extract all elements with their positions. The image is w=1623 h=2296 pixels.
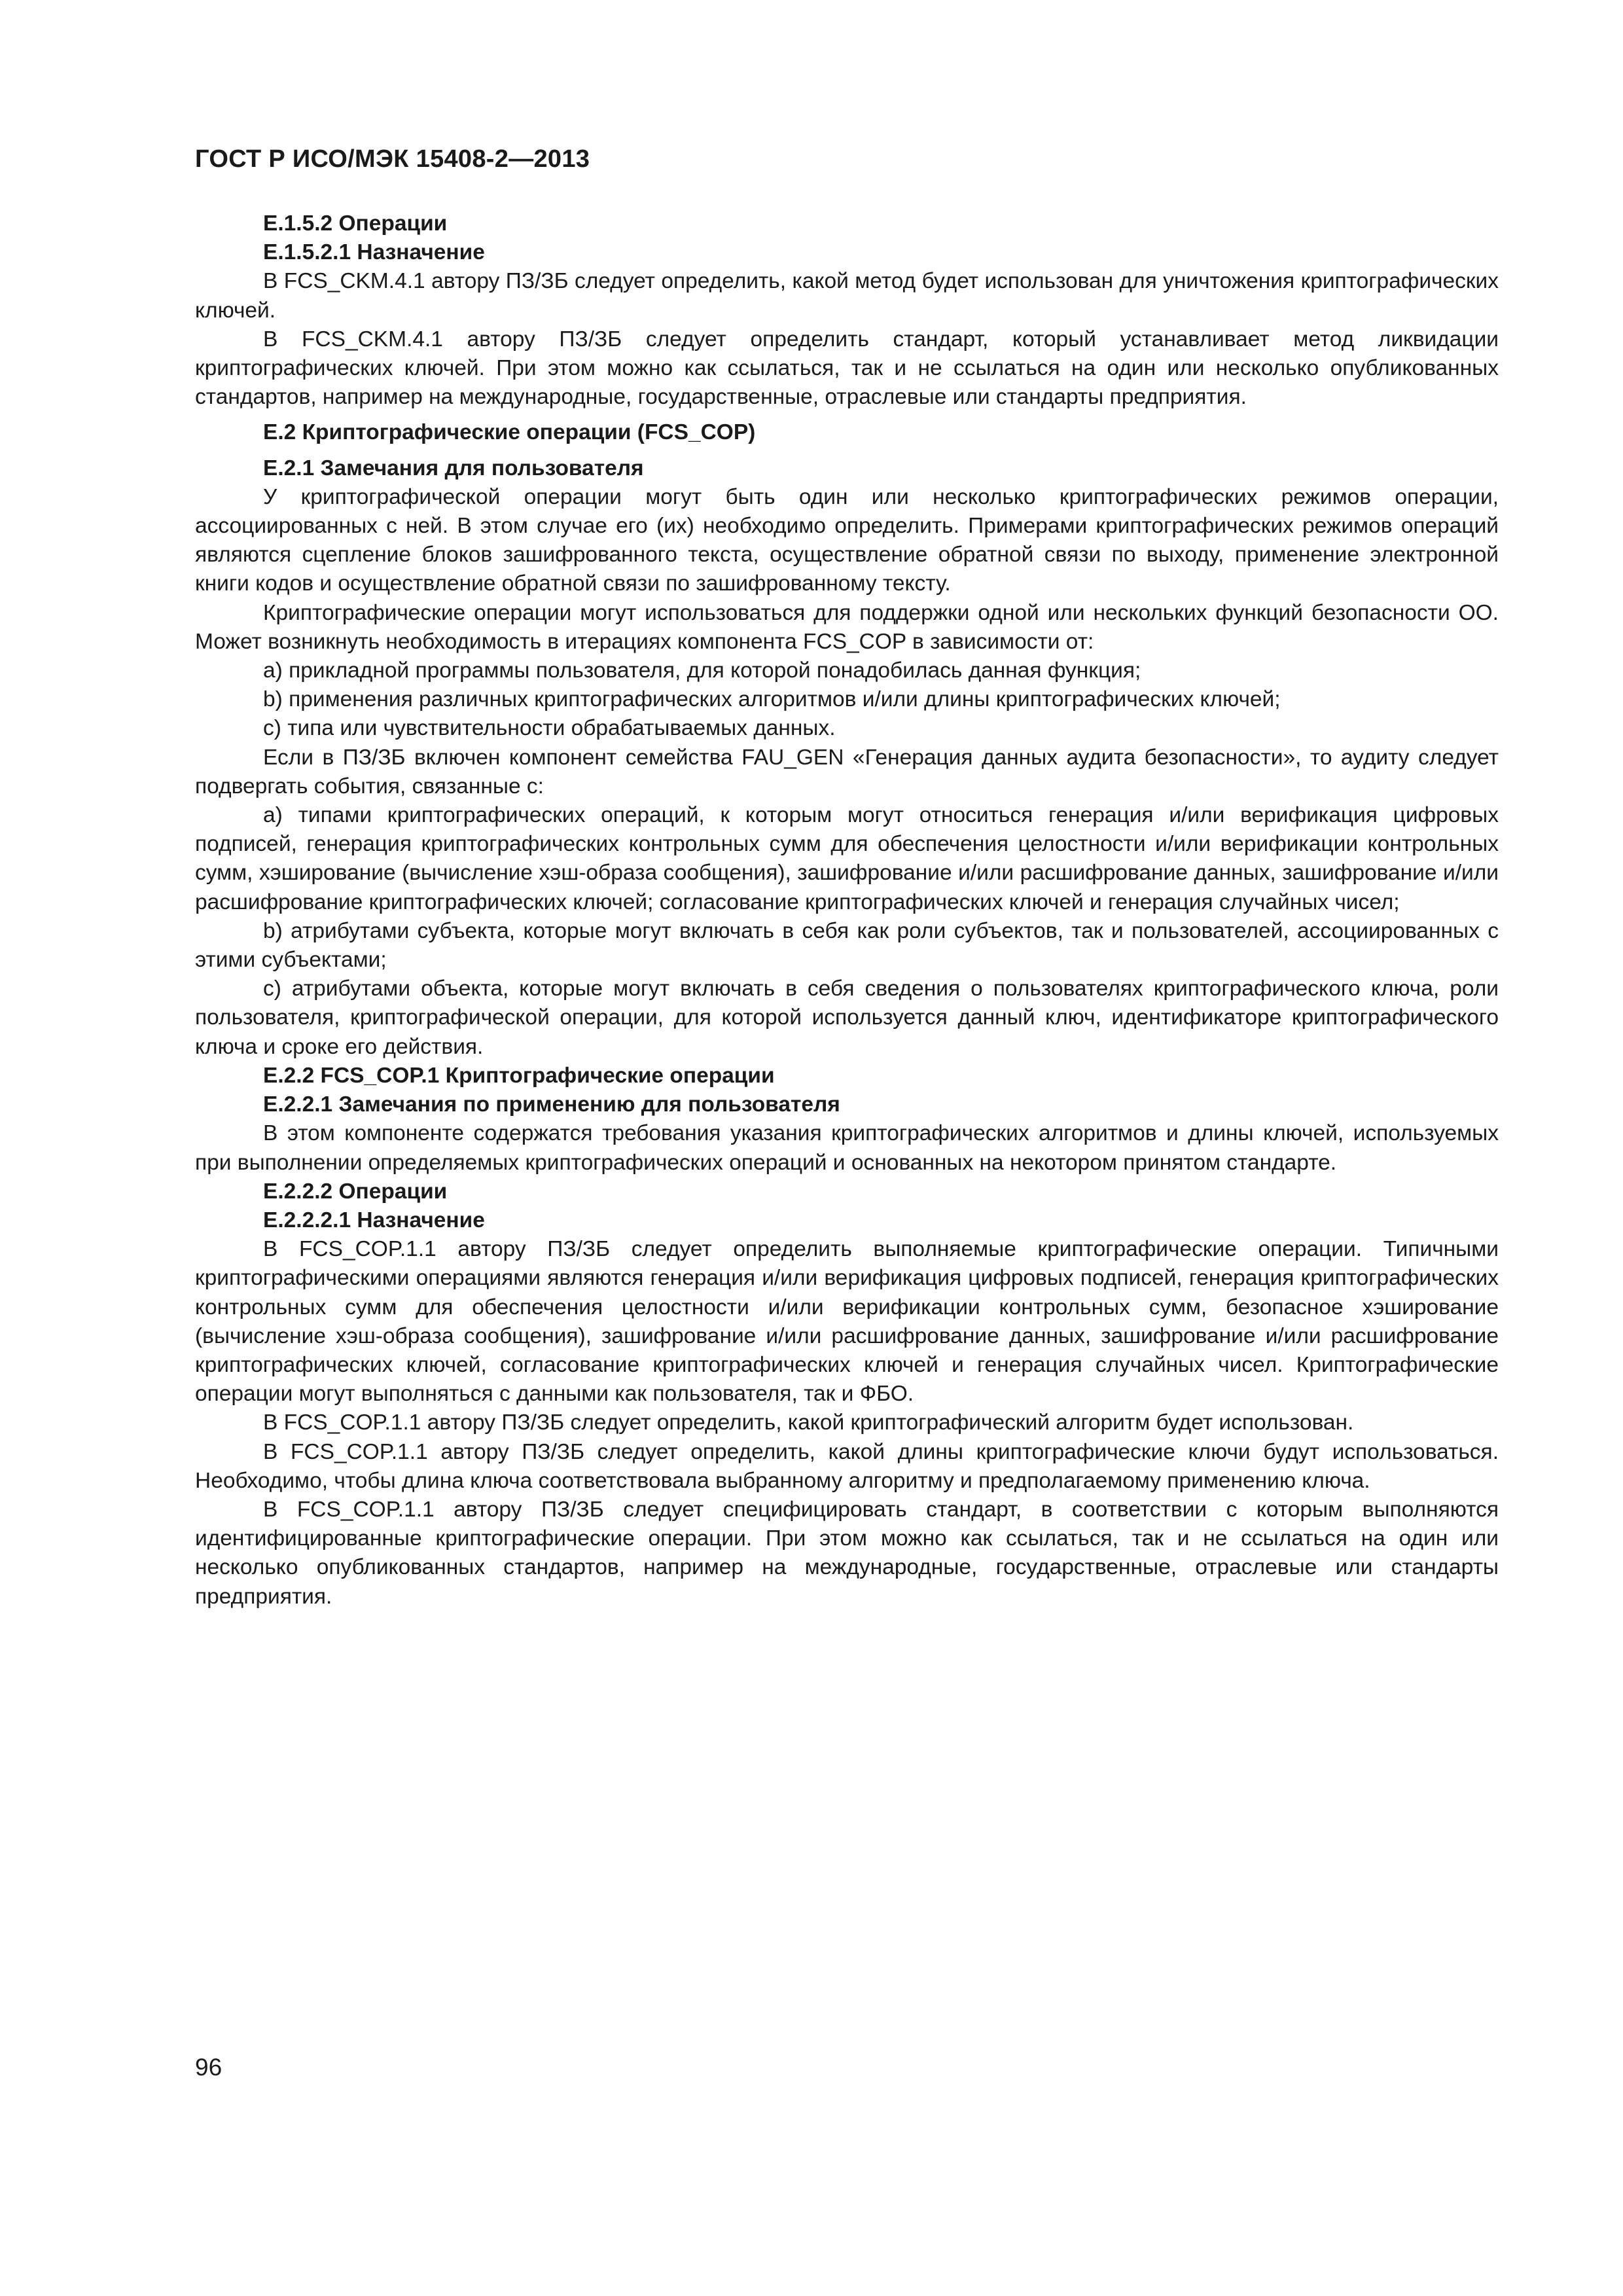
list-item: a) прикладной программы пользователя, для которой понадобилась данная функция; — [263, 658, 1141, 683]
body-paragraph: В FCS_COP.1.1 автору ПЗ/ЗБ следует определить, какой криптографический алгоритм будет использован. — [263, 1410, 1354, 1435]
document-body — [195, 209, 1499, 1611]
body-paragraph: В FCS_CKM.4.1 автору ПЗ/ЗБ следует определить, какой метод будет использован для уничтожения криптографических ключей. — [195, 269, 1499, 323]
body-paragraph: В FCS_COP.1.1 автору ПЗ/ЗБ следует специфицировать стандарт, в соответствии с которым выполняются идентифицированные криптографические операции. При этом можно как ссылаться, так и не ссылаться на один или несколько опубликованных стандартов, например на международные, государственные, отраслевые или стандарты предприятия. — [195, 1497, 1499, 1609]
body-paragraph: В FCS_COP.1.1 автору ПЗ/ЗБ следует определить, какой длины криптографические ключи будут использоваться. Необходимо, чтобы длина ключа соответствовала выбранному алгоритму и предполагаемому применению ключа. — [195, 1439, 1499, 1493]
section-heading-e15221: Е.1.5.2.1 Назначение — [263, 240, 485, 265]
list-item: c) атрибутами объекта, которые могут включать в себя сведения о пользователях криптографического ключа, роли пользователя, криптографической операции, для которой используется данный ключ, идентификаторе криптографического ключа и сроке его действия. — [195, 977, 1499, 1059]
list-item: a) типами криптографических операций, к которым могут относиться генерация и/или верификация цифровых подписей, генерация криптографических контрольных сумм для обеспечения целостности и/или верификации контрольных сумм, хэширование (вычисление хэш-образа сообщения), зашифрование и/или расшифрование данных, зашифрование и/или расшифрование криптографических ключей; согласование криптографических ключей и генерация случайных чисел; — [195, 803, 1499, 914]
list-item: b) атрибутами субъекта, которые могут включать в себя как роли субъектов, так и пользователей, ассоциированных с этими субъектами; — [195, 918, 1499, 973]
section-heading-e21: Е.2.1 Замечания для пользователя — [263, 456, 644, 480]
body-paragraph: Если в ПЗ/ЗБ включен компонент семейства FAU_GEN «Генерация данных аудита безопасности», то аудиту следует подвергать события, связанные с: — [195, 745, 1499, 798]
section-heading-e2: Е.2 Криптографические операции (FCS_COP) — [263, 420, 756, 445]
list-item: b) применения различных криптографических алгоритмов и/или длины криптографических ключей; — [263, 687, 1281, 712]
body-paragraph: В этом компоненте содержатся требования указания криптографических алгоритмов и длины ключей, используемых при выполнении определяемых криптографических операций и основанных на некотором принятом стандарте. — [195, 1121, 1499, 1175]
section-heading-e2222: Е.2.2.2 Операции — [263, 1179, 448, 1204]
section-heading-e1522: Е.1.5.2 Операции — [263, 211, 448, 236]
section-heading-e22221: Е.2.2.2.1 Назначение — [263, 1208, 485, 1232]
page-number: 96 — [195, 2054, 223, 2081]
list-item: c) типа или чувствительности обрабатываемых данных. — [263, 716, 836, 741]
body-paragraph: Криптографические операции могут использоваться для поддержки одной или нескольких функций безопасности ОО. Может возникнуть необходимость в итерациях компонента FCS_COP в зависимости от: — [195, 600, 1499, 654]
body-paragraph: В FCS_CKM.4.1 автору ПЗ/ЗБ следует определить стандарт, который устанавливает метод ликвидации криптографических ключей. При этом можно как ссылаться, так и не ссылаться на один или несколько опубликованных стандартов, например на международные, государственные, отраслевые или стандарты предприятия. — [195, 327, 1499, 410]
section-heading-e22: Е.2.2 FCS_COP.1 Криптографические операции — [263, 1063, 775, 1088]
document-header-title: ГОСТ Р ИСО/МЭК 15408-2—2013 — [195, 145, 590, 173]
section-heading-e221: Е.2.2.1 Замечания по применению для пользователя — [263, 1092, 840, 1117]
body-paragraph: В FCS_COP.1.1 автору ПЗ/ЗБ следует определить выполняемые криптографические операции. Типичными криптографическими операциями являются генерация и/или верификация цифровых подписей, генерация криптографических контрольных сумм для обеспечения целостности и/или верификации контрольных сумм, безопасное хэширование (вычисление хэш-образа сообщения), зашифрование и/или расшифрование данных, зашифрование и/или расшифрование криптографических ключей, согласование криптографических ключей и генерация случайных чисел. Криптографические операции могут выполняться с данными как пользователя, так и ФБО. — [195, 1237, 1499, 1407]
body-paragraph: У криптографической операции могут быть один или несколько криптографических режимов операции, ассоциированных с ней. В этом случае его (их) необходимо определить. Примерами криптографических режимов операций являются сцепление блоков зашифрованного текста, осуществление обратной связи по выходу, применение электронной книги кодов и осуществление обратной связи по зашифрованному тексту. — [195, 484, 1499, 596]
